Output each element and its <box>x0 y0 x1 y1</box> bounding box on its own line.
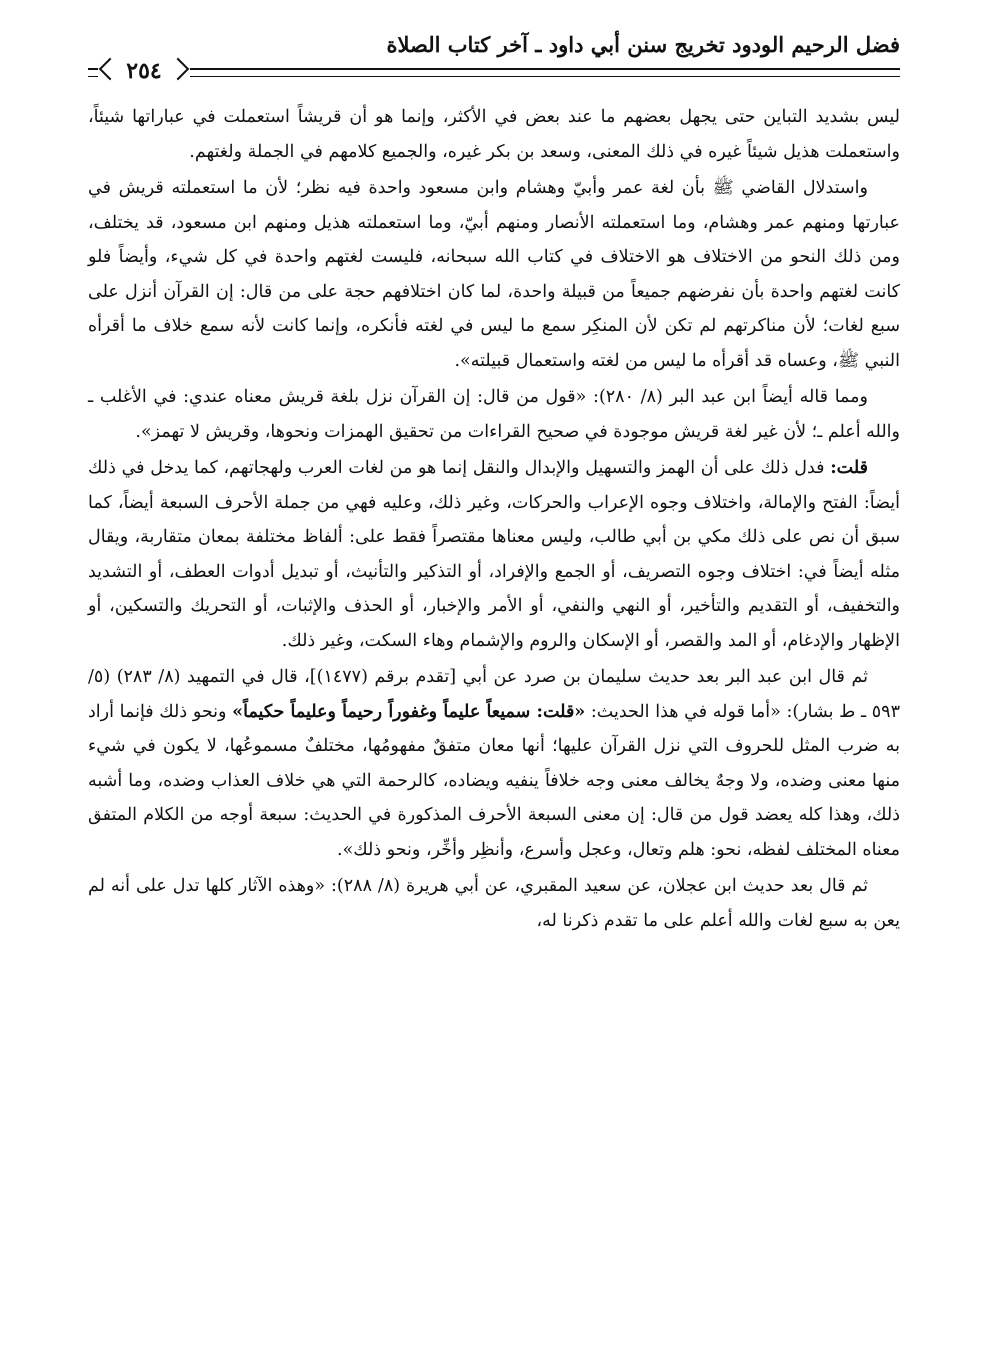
paragraph <box>88 171 900 378</box>
page-number-ornament <box>98 54 190 88</box>
paragraph <box>88 380 900 449</box>
text-run: واستدلال القاضي ﷺ بأن لغة عمر وأبيّ وهشام وابن مسعود واحدة فيه نظر؛ لأن ما استعملته قريش في عبارتها ومنهم عمر وهشام، وما استعملته الأنصار ومنهم أبيّ، وما استعملته هذيل ومنهم ابن مسعود، قد يختلف، ومن ذلك النحو من الاختلاف هو الاختلاف في كتاب الله سبحانه، فليست لغتهم واحدة في كل شيء، وأيضاً فلو كانت لغتهم واحدة بأن نفرضهم جميعاً من قبيلة واحدة، لما كان اختلافهم حجة على من قال: إن القرآن أنزل على سبع لغات؛ لأن مناكرتهم لم تكن لأن المنكِر سمع ما ليس في لغته فأنكره، وإنما كانت لأنه سمع خلاف ما أقرأه النبي ﷺ، وعساه قد أقرأه ما ليس من لغته واستعمال قبيلته». <box>88 178 900 371</box>
header-rule <box>88 68 900 77</box>
text-run: ثم قال بعد حديث ابن عجلان، عن سعيد المقبري، عن أبي هريرة (٨/ ٢٨٨): «وهذه الآثار كلها تدل على أنه لم يعن به سبع لغات والله أعلم على ما تقدم ذكرنا له، <box>88 876 900 931</box>
qultu-label: قلت: <box>830 458 868 478</box>
paragraph <box>88 869 900 938</box>
body-text <box>88 100 900 940</box>
paragraph <box>88 100 900 169</box>
text-run: ومما قاله أيضاً ابن عبد البر (٨/ ٢٨٠): «قول من قال: إن القرآن نزل بلغة قريش معناه عندي: في الأغلب ـ والله أعلم ـ؛ لأن غير لغة قريش موجودة في صحيح القراءات من تحقيق الهمزات ونحوها، وقريش لا تهمز». <box>88 387 900 442</box>
page-number: ٢٥٤ <box>126 58 162 84</box>
paragraph <box>88 451 900 658</box>
page-header <box>88 24 900 94</box>
text-run: ليس بشديد التباين حتى يجهل بعضهم ما عند بعض في الأكثر، وإنما هو أن قريشاً استعملت في عباراتها شيئاً، واستعملت هذيل شيئاً غيره في ذلك المعنى، وسعد بن بكر غيره، والجميع كلامهم في الجملة ولغتهم. <box>88 107 900 162</box>
bold-quote: «قلت: سميعاً عليماً وغفوراً رحيماً وعليماً حكيماً» <box>232 701 586 722</box>
text-run: فدل ذلك على أن الهمز والتسهيل والإبدال والنقل إنما هو من لغات العرب ولهجاتهم، كما يدخل في ذلك أيضاً: الفتح والإمالة، واختلاف وجوه الإعراب والحركات، وغير ذلك، وعليه فهي من جملة الأحرف السبعة أيضاً، كما سبق أن نص على ذلك مكي بن أبي طالب، وليس معناها مقتصراً فقط على: ألفاظ مختلفة بمعان متقاربة، ويقال مثله أيضاً في: اختلاف وجوه التصريف، أو الجمع والإفراد، أو التذكير والتأنيث، أو تبديل أدوات العطف، أو التشديد والتخفيف، أو التقديم والتأخير، أو النهي والنفي، أو الأمر والإخبار، أو الحذف والإثبات، أو التحريك والتسكين، أو الإظهار والإدغام، أو المد والقصر، أو الإسكان والروم والإشمام وهاء السكت، وغير ذلك. <box>88 458 900 651</box>
text-run: ثم قال ابن عبد البر بعد حديث سليمان بن صرد عن أبي [تقدم برقم (١٤٧٧)]، قال في التمهيد (٨/ ٢٨٣) (٥/ ٥٩٣ ـ ط بشار): «أما قوله في هذا الحديث: <box>88 667 900 722</box>
paragraph <box>88 660 900 867</box>
text-run: ونحو ذلك فإنما أراد به ضرب المثل للحروف التي نزل القرآن عليها؛ أنها معان متفقٌ مفهومُها، مختلفٌ مسموعُها، لا يكون في شيء منها معنى وضده، ولا وجهٌ يخالف معنى وجه خلافاً ينفيه ويضاده، كالرحمة التي هي خلاف العذاب وضده، وما أشبه ذلك، وهذا كله يعضد قول من قال: إن معنى السبعة الأحرف المذكورة في الحديث: سبعة أوجه من الكلام المتفق معناه المختلف لفظه، نحو: هلم وتعال، وعجل وأسرع، وأنظِر وأخِّر، ونحو ذلك». <box>88 701 900 860</box>
running-title: فضل الرحيم الودود تخريج سنن أبي داود ـ آخر كتاب الصلاة <box>386 32 900 57</box>
